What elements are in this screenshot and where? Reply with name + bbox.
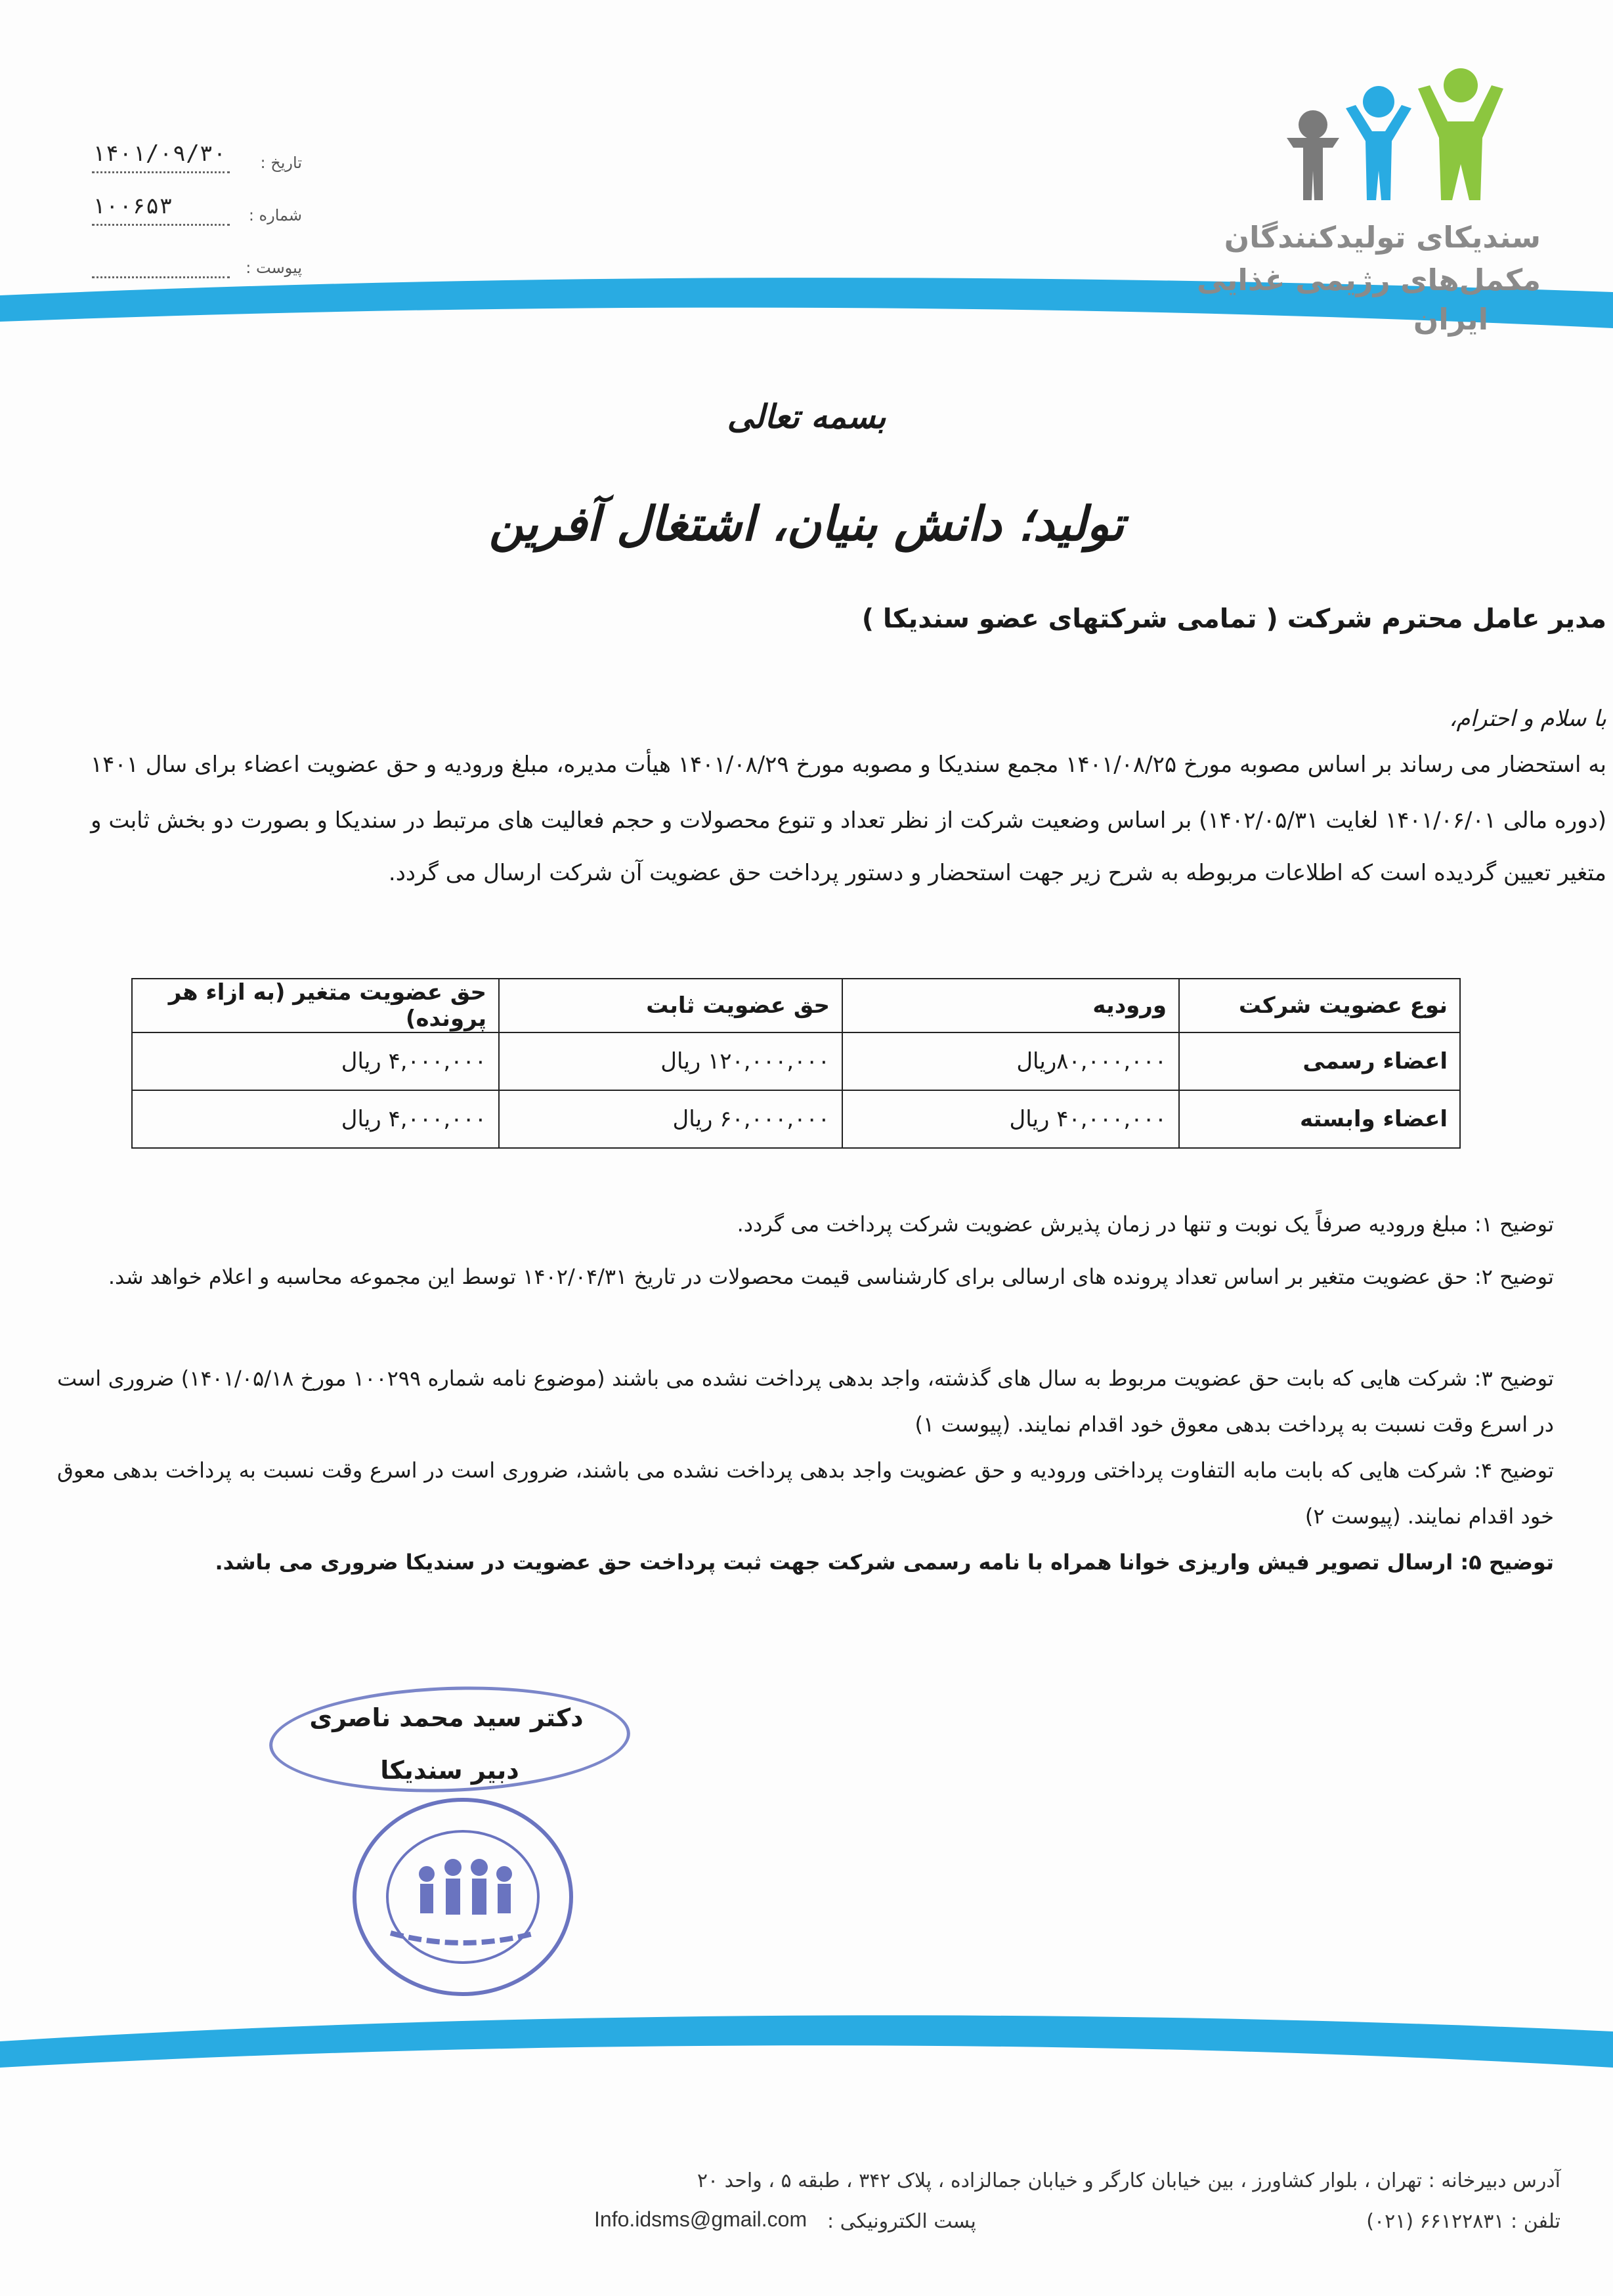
body-line-2: (دوره مالی ۱۴۰۱/۰۶/۰۱ لغایت ۱۴۰۲/۰۵/۳۱) بر اساس وضعیت شرکت از نظر تعداد و تنوع محصولات و حجم فعالیت های مرتبط در سندیکا و بصورت دو بخش ثابت و	[91, 807, 1606, 834]
table-row	[132, 1090, 1460, 1148]
recipient: مدیر عامل محترم شرکت ( تمامی شرکتهای عضو سندیکا )	[861, 604, 1606, 634]
footer-email-label: پست الکترونیکی :	[827, 2210, 976, 2233]
cell-fixed-fee: ۱۲۰,۰۰۰,۰۰۰ ریال	[499, 1032, 842, 1090]
header-variable-fee: حق عضویت متغیر (به ازاء هر پرونده)	[132, 979, 499, 1032]
footer-phone: تلفن : ۶۶۱۲۲۸۳۱ (۰۲۱)	[1366, 2210, 1560, 2233]
header-entrance-fee: ورودیه	[842, 979, 1179, 1032]
date-value: ۱۴۰۱/۰۹/۳۰	[92, 140, 226, 167]
cell-variable-fee: ۴,۰۰۰,۰۰۰ ریال	[132, 1090, 499, 1148]
cell-entrance-fee: ۴۰,۰۰۰,۰۰۰ ریال	[842, 1090, 1179, 1148]
footer-wave-band	[0, 2009, 1613, 2068]
table-row	[132, 1032, 1460, 1090]
slogan: تولید؛ دانش بنیان، اشتغال آفرین	[488, 496, 1125, 551]
note-4: توضیح ۴: شرکت هایی که بابت مابه التفاوت پرداختی ورودیه و حق عضویت واجد بدهی پرداخت نشده می باشند، ضروری است در اسرع وقت نسبت به پرداخت بدهی معوق خود اقدام نمایند. (پیوست ۲)	[57, 1458, 1555, 1529]
number-value: ۱۰۰۶۵۳	[92, 193, 173, 219]
syndicate-logo	[1274, 66, 1582, 217]
org-name-line2: مکمل‌های رژیمی غذایی	[1196, 263, 1541, 297]
body-line-3: متغیر تعیین گردیده است که اطلاعات مربوطه به شرح زیر جهت استحضار و دستور پرداخت حق عضویت آن شرکت ارسال می گردد.	[388, 860, 1606, 886]
body-line-1: به استحضار می رساند بر اساس مصوبه مورخ ۱۴۰۱/۰۸/۲۵ مجمع سندیکا و مصوبه مورخ ۱۴۰۱/۰۸/۲۹ هیأت مدیره، مبلغ ورودیه و حق عضویت اعضاء برای سال ۱۴۰۱	[90, 752, 1606, 778]
attachment-row	[92, 256, 302, 282]
signer-title: دبیر سندیکا	[380, 1756, 519, 1785]
date-row	[92, 140, 302, 177]
note-1: توضیح ۱: مبلغ ورودیه صرفاً یک نوبت و تنها در زمان پذیرش عضویت شرکت پرداخت می گردد.	[737, 1212, 1554, 1237]
note-3: توضیح ۳: شرکت هایی که بابت حق عضویت مربوط به سال های گذشته، واجد بدهی پرداخت نشده می باشند (موضوع نامه شماره ۱۰۰۲۹۹ مورخ ۱۴۰۱/۰۵/۱۸) ضروری است در اسرع وقت نسبت به پرداخت بدهی معوق خود اقدام نمایند. (پیوست ۱)	[57, 1366, 1555, 1437]
org-name-line1: سندیکای تولیدکنندگان	[1224, 220, 1541, 255]
seal-figures-icon	[419, 1859, 512, 1915]
greeting: با سلام و احترام،	[1449, 706, 1606, 732]
cell-variable-fee: ۴,۰۰۰,۰۰۰ ریال	[132, 1032, 499, 1090]
table-header-row	[132, 979, 1460, 1032]
cell-membership-type: اعضاء رسمی	[1179, 1032, 1460, 1090]
bismillah: بسمه تعالی	[727, 397, 886, 436]
date-label: تاریخ :	[260, 154, 302, 172]
membership-fees-table	[131, 978, 1461, 1149]
header-membership-type: نوع عضویت شرکت	[1179, 979, 1460, 1032]
organization-seal	[345, 1792, 581, 2002]
logo-figure-gray	[1287, 110, 1339, 200]
number-row	[92, 193, 302, 230]
number-label: شماره :	[248, 206, 302, 224]
footer-address: آدرس دبیرخانه : تهران ، بلوار کشاورز ، بین خیابان کارگر و خیابان جمالزاده ، پلاک ۳۴۲ ، طبقه ۵ ، واحد ۲۰	[697, 2169, 1560, 2192]
signer-name: دکتر سید محمد ناصری	[309, 1703, 584, 1732]
org-name-line3: ایران	[1413, 302, 1488, 337]
cell-entrance-fee: ۸۰,۰۰۰,۰۰۰ریال	[842, 1032, 1179, 1090]
logo-figure-green	[1418, 68, 1503, 200]
header-fixed-fee: حق عضویت ثابت	[499, 979, 842, 1032]
logo-figure-blue	[1346, 86, 1411, 200]
attachment-label: پیوست :	[246, 259, 302, 277]
note-5: توضیح ۵: ارسال تصویر فیش واریزی خوانا همراه با نامه رسمی شرکت جهت ثبت پرداخت حق عضویت در سندیکا ضروری می باشد.	[215, 1550, 1554, 1575]
cell-fixed-fee: ۶۰,۰۰۰,۰۰۰ ریال	[499, 1090, 842, 1148]
note-2: توضیح ۲: حق عضویت متغیر بر اساس تعداد پرونده های ارسالی برای کارشناسی قیمت محصولات در تاریخ ۱۴۰۲/۰۴/۳۱ توسط این مجموعه محاسبه و اعلام خواهد شد.	[108, 1264, 1554, 1289]
cell-membership-type: اعضاء وابسته	[1179, 1090, 1460, 1148]
footer-email: Info.idsms@gmail.com	[594, 2207, 807, 2231]
